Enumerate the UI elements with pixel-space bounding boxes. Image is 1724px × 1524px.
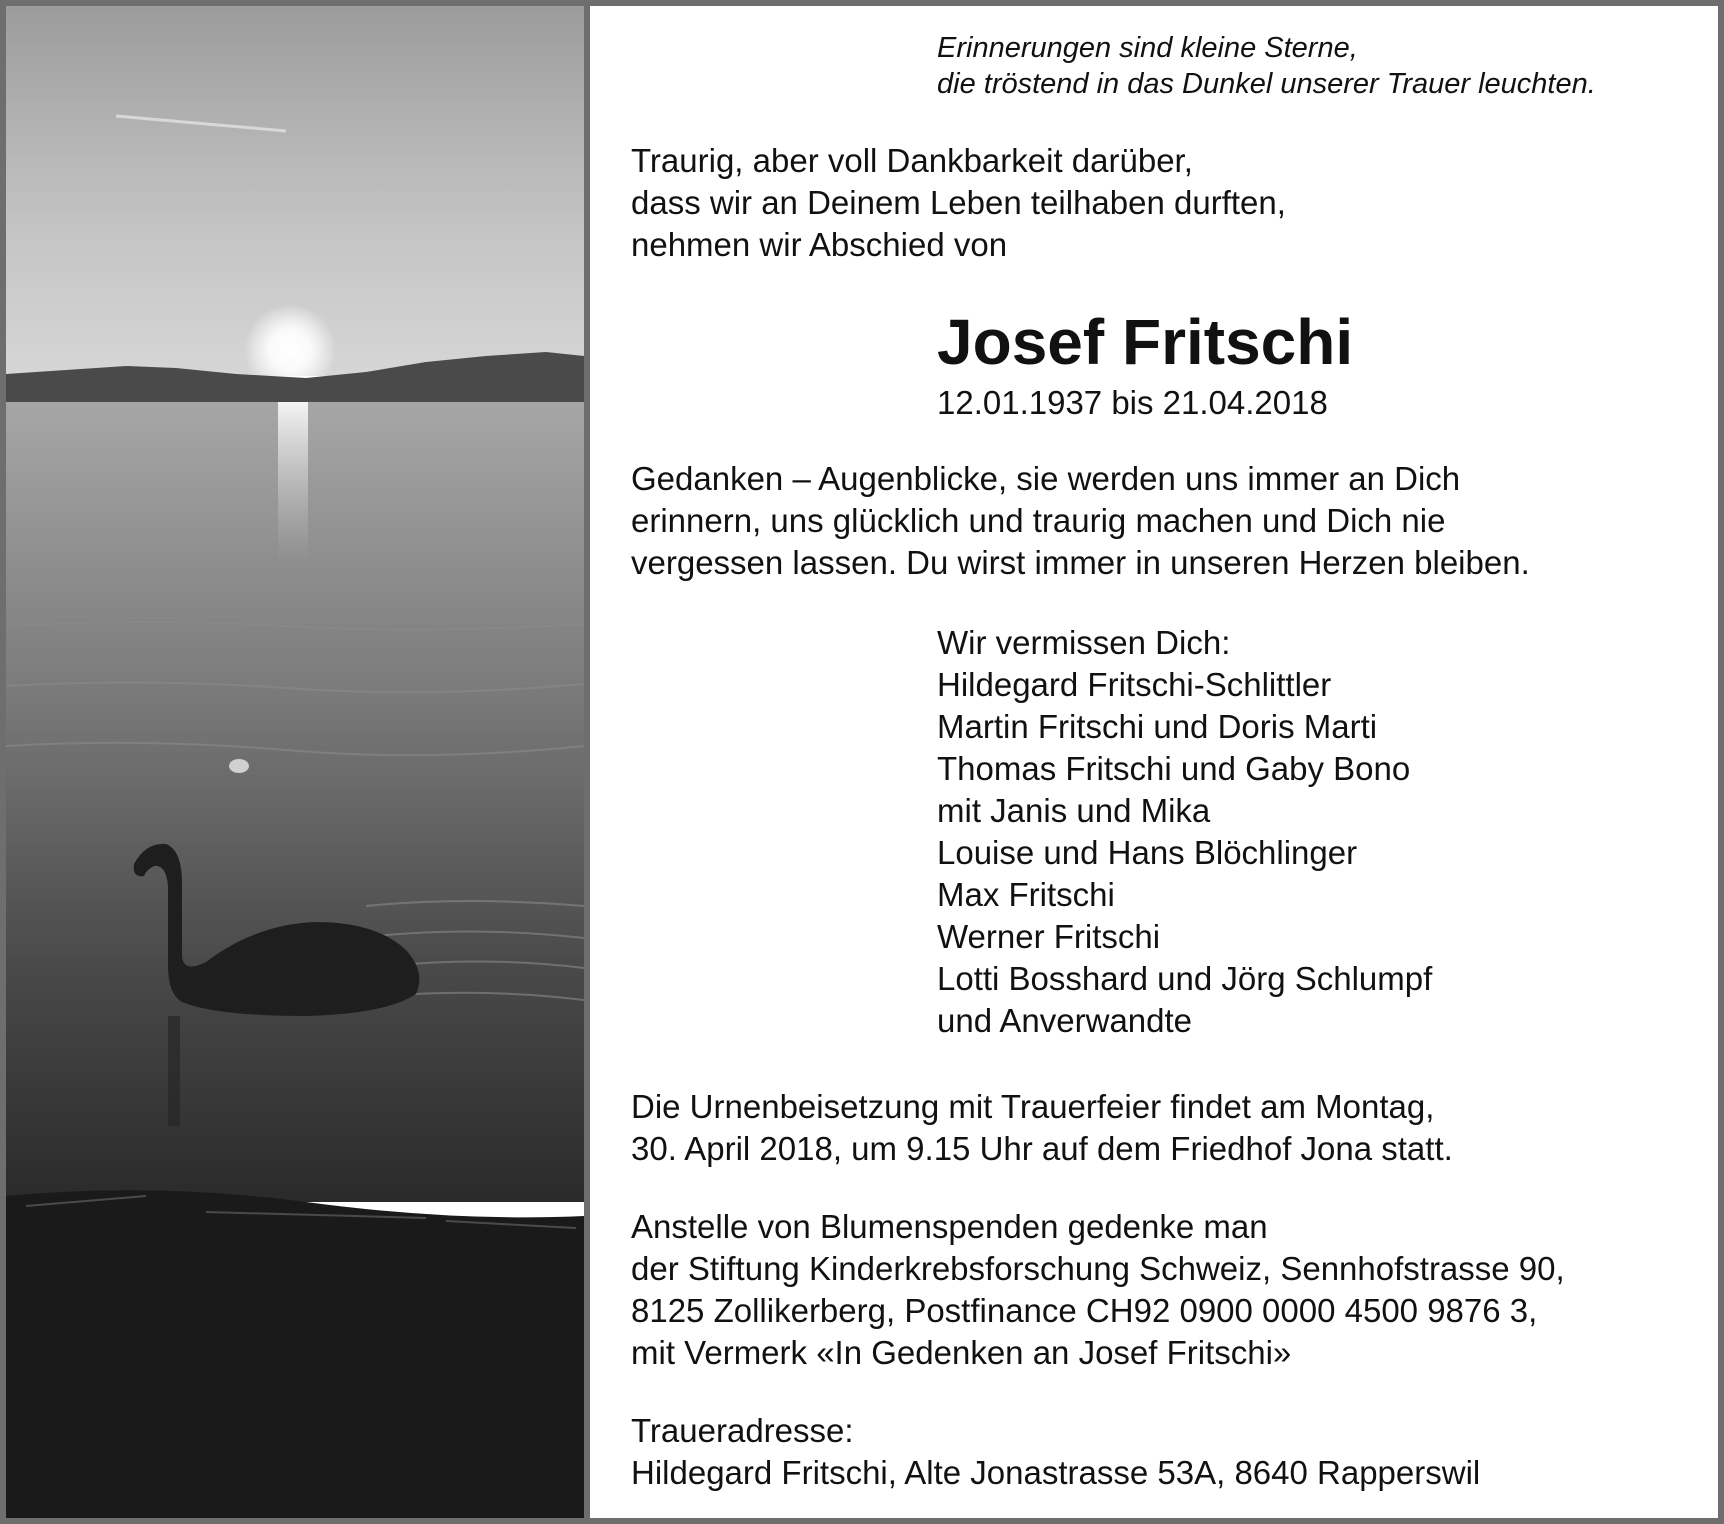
sun-reflection [278, 402, 308, 562]
mourner-entry: Louise und Hans Blöchlinger [937, 834, 1358, 871]
sunset-swan-photo [6, 6, 584, 1518]
shoreline-grass [6, 1190, 584, 1518]
life-dates: 12.01.1937 bis 21.04.2018 [937, 384, 1328, 421]
mourners-list [937, 622, 1432, 1042]
mourner-entry: und Anverwandte [937, 1002, 1193, 1039]
ceremony-line: Die Urnenbeisetzung mit Trauerfeier findet am Montag, [631, 1088, 1435, 1125]
mourners-heading: Wir vermissen Dich: [937, 624, 1231, 661]
donation-paragraph [631, 1206, 1565, 1374]
deceased-name: Josef Fritschi [937, 306, 1354, 378]
lake-sunset-image [6, 6, 584, 1518]
motto-quote [937, 30, 1596, 102]
mourner-entry: Lotti Bosshard und Jörg Schlumpf [937, 960, 1433, 997]
donation-line: der Stiftung Kinderkrebsforschung Schweiz, Sennhofstrasse 90, [631, 1250, 1565, 1287]
intro-paragraph [631, 140, 1286, 266]
notice-text-panel [584, 6, 1718, 1518]
address-heading: Traueradresse: [631, 1412, 854, 1449]
intro-line: dass wir an Deinem Leben teilhaben durften, [631, 184, 1286, 221]
motto-line: Erinnerungen sind kleine Sterne, [937, 32, 1358, 64]
mourner-entry: mit Janis und Mika [937, 792, 1211, 829]
donation-line: Anstelle von Blumenspenden gedenke man [631, 1208, 1268, 1245]
intro-line: nehmen wir Abschied von [631, 226, 1008, 263]
donation-line: mit Vermerk «In Gedenken an Josef Fritschi» [631, 1334, 1292, 1371]
mourner-entry: Hildegard Fritschi-Schlittler [937, 666, 1332, 703]
ceremony-paragraph [631, 1086, 1453, 1170]
mourner-entry: Werner Fritschi [937, 918, 1161, 955]
swan-reflection [168, 1016, 180, 1126]
thoughts-paragraph [631, 458, 1530, 584]
mourner-entry: Martin Fritschi und Doris Marti [937, 708, 1378, 745]
intro-line: Traurig, aber voll Dankbarkeit darüber, [631, 142, 1193, 179]
mourner-entry: Max Fritschi [937, 876, 1115, 913]
donation-line: 8125 Zollikerberg, Postfinance CH92 0900 0000 4500 9876 3, [631, 1292, 1538, 1329]
thoughts-line: erinnern, uns glücklich und traurig machen und Dich nie [631, 502, 1446, 539]
thoughts-line: vergessen lassen. Du wirst immer in unseren Herzen bleiben. [631, 544, 1530, 581]
mourning-address [631, 1410, 1480, 1494]
thoughts-line: Gedanken – Augenblicke, sie werden uns immer an Dich [631, 460, 1461, 497]
address-line: Hildegard Fritschi, Alte Jonastrasse 53A, 8640 Rapperswil [631, 1454, 1481, 1491]
ceremony-line: 30. April 2018, um 9.15 Uhr auf dem Friedhof Jona statt. [631, 1130, 1453, 1167]
motto-line: die tröstend in das Dunkel unserer Trauer leuchten. [937, 68, 1596, 100]
light-spot [229, 759, 249, 773]
mourner-entry: Thomas Fritschi und Gaby Bono [937, 750, 1411, 787]
